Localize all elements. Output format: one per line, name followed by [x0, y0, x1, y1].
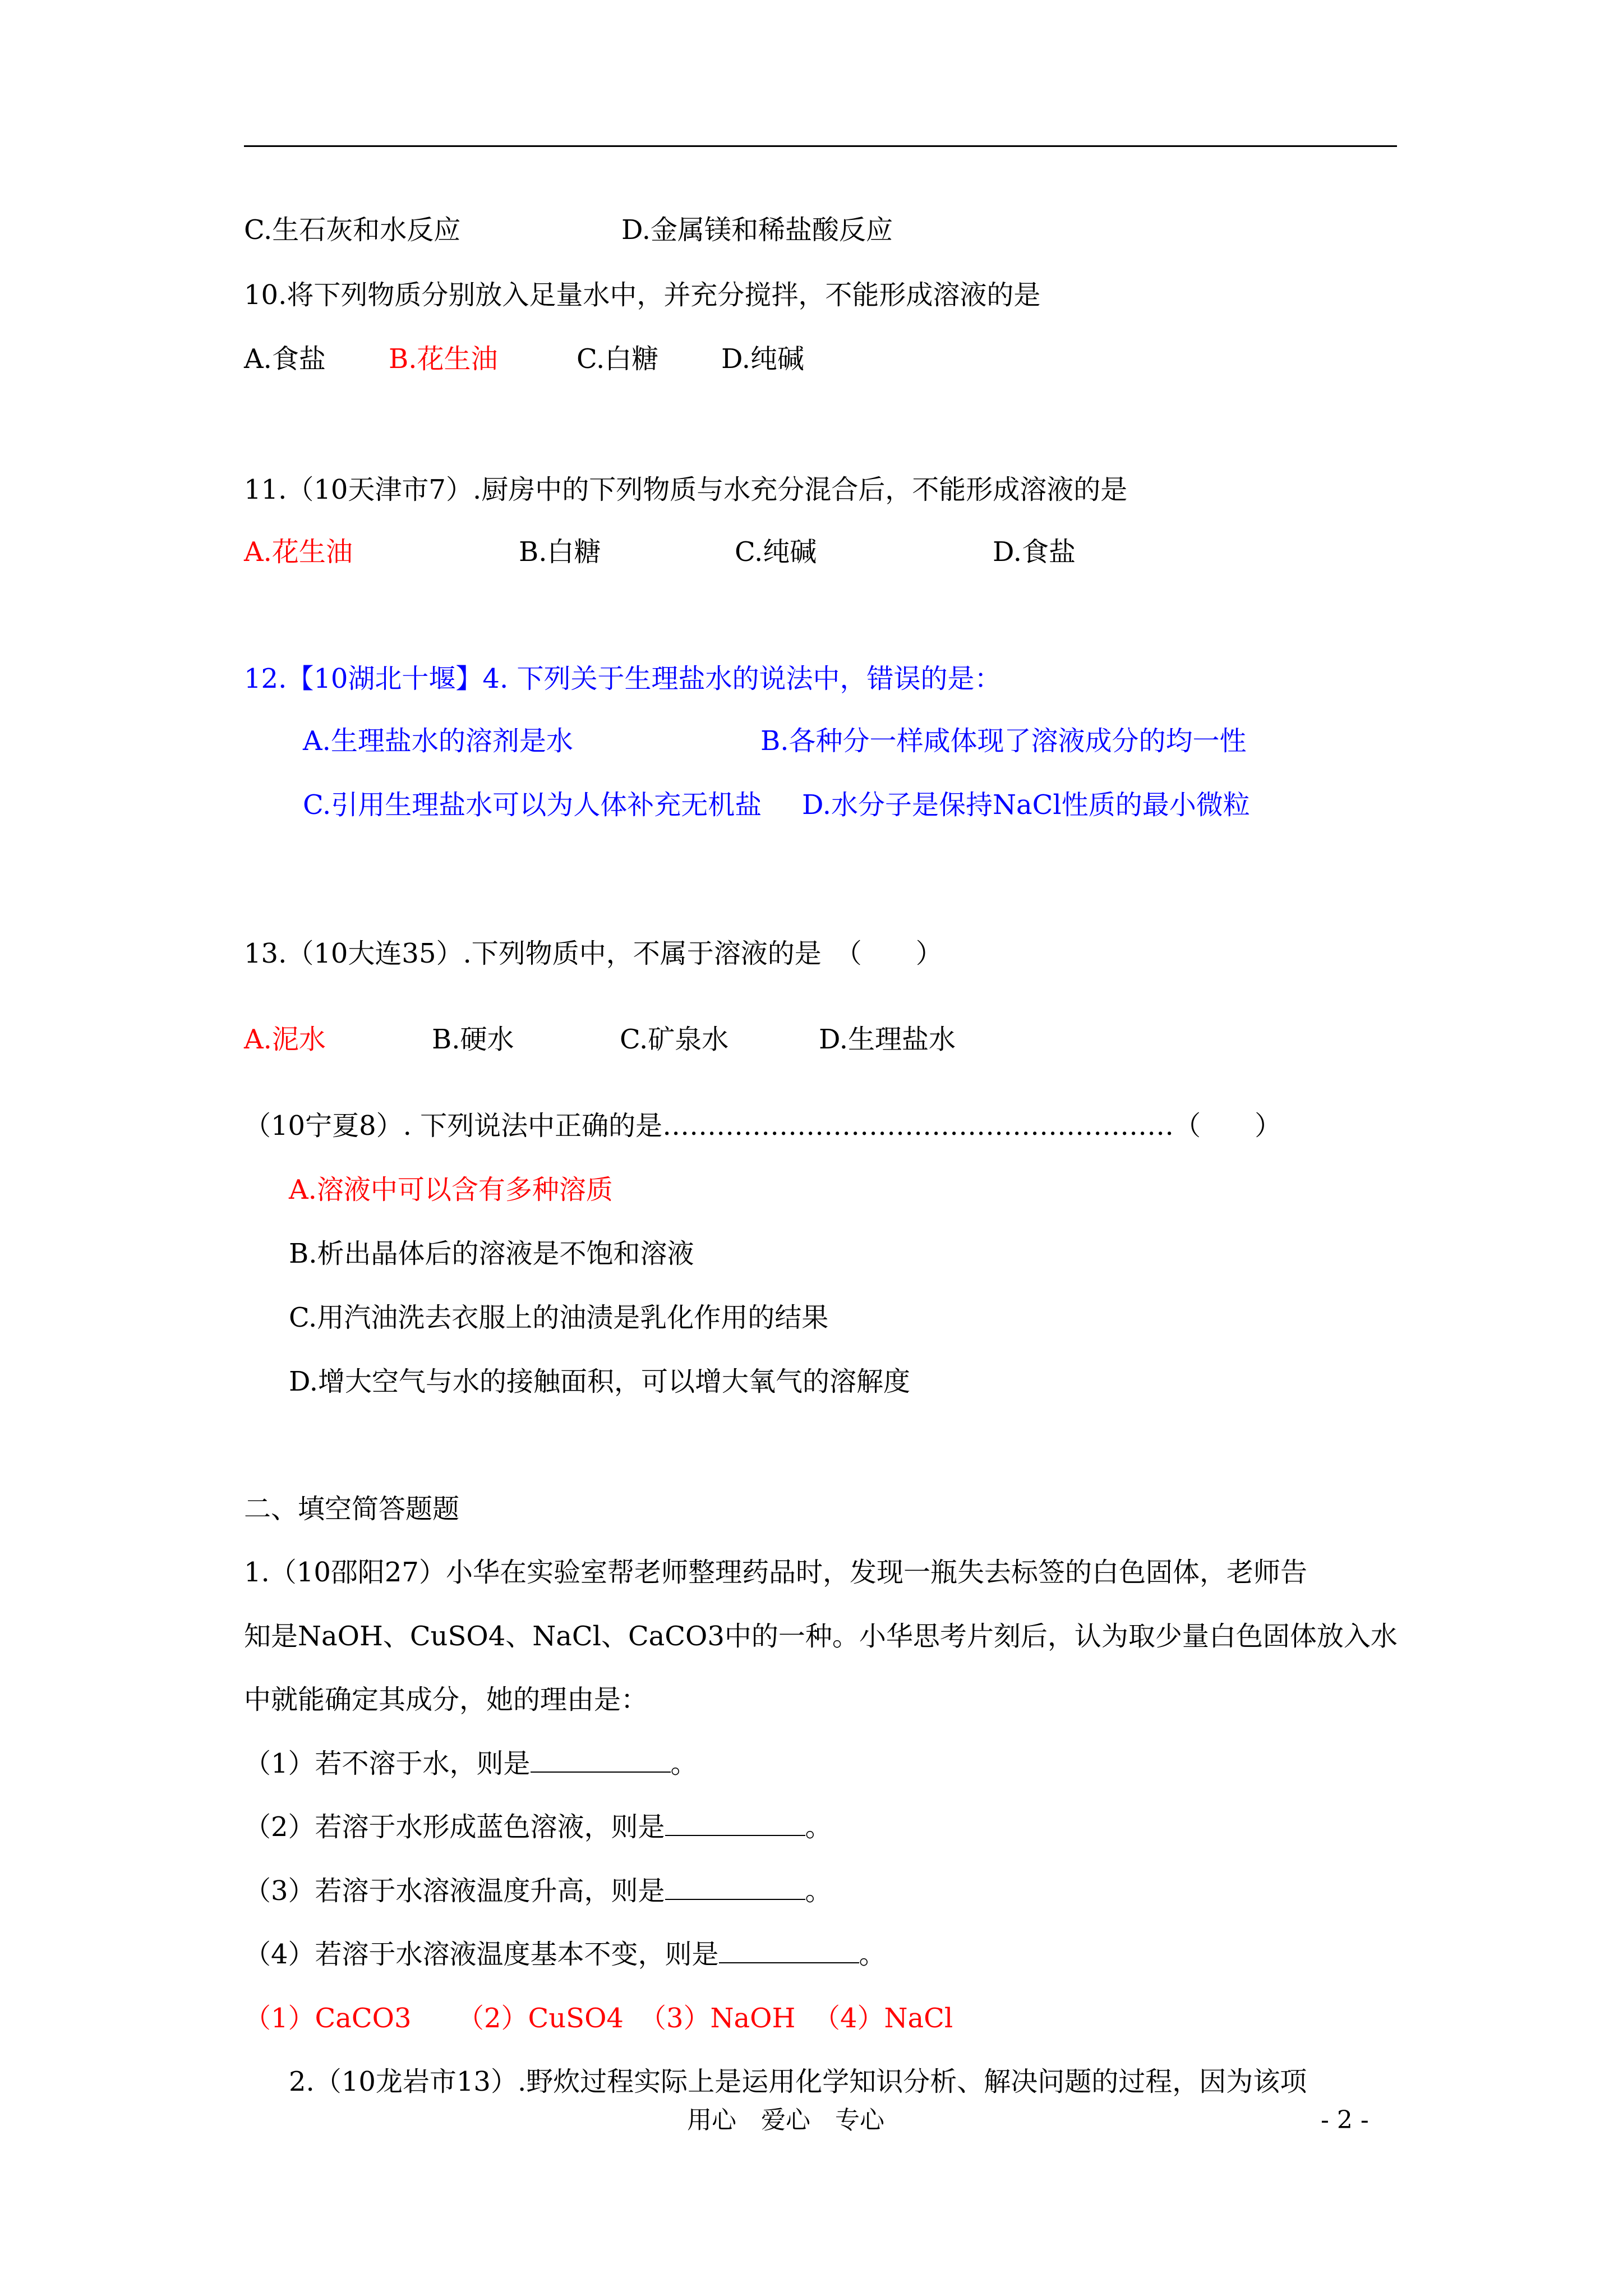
q13-option-a-answer: A.泥水	[244, 1024, 326, 1055]
s2-answer-2: （2）CuSO4	[457, 2003, 624, 2034]
s2-sub-question-4: （4）若溶于水溶液温度基本不变，则是 。	[244, 1939, 886, 1970]
q12-option-b: B.各种分一样咸体现了溶液成分的均一性	[760, 725, 1247, 757]
q10-stem: 10.将下列物质分别放入足量水中，并充分搅拌，不能形成溶液的是	[244, 279, 1041, 311]
q13-option-c: C.矿泉水	[620, 1024, 729, 1055]
s2-sub-question-3: （3）若溶于水溶液温度升高，则是 。	[244, 1875, 832, 1907]
q13-stem: 13.（10大连35）.下列物质中，不属于溶液的是 （ ）	[244, 938, 943, 969]
s2-sub-question-1: （1）若不溶于水，则是 。	[244, 1748, 698, 1779]
q14-option-d: D.增大空气与水的接触面积，可以增大氧气的溶解度	[289, 1366, 911, 1397]
header-rule	[244, 145, 1397, 147]
q10-option-c: C.白糖	[577, 343, 659, 375]
s2-q1-line3: 中就能确定其成分，她的理由是：	[244, 1684, 648, 1715]
q10-option-d: D.纯碱	[721, 343, 805, 375]
q11-option-c: C.纯碱	[735, 536, 817, 568]
q9-option-c: C.生石灰和水反应	[244, 214, 461, 246]
answer-blank[interactable]	[665, 1811, 805, 1836]
answer-blank[interactable]	[665, 1875, 805, 1900]
q14-option-b: B.析出晶体后的溶液是不饱和溶液	[289, 1238, 694, 1269]
q11-option-d: D.食盐	[993, 536, 1076, 568]
s2-q1-line2: 知是NaOH、CuSO4、NaCl、CaCO3中的一种。小华思考片刻后，认为取少量白色固体放入水	[244, 1621, 1398, 1652]
q12-stem: 12.【10湖北十堰】4. 下列关于生理盐水的说法中，错误的是：	[244, 663, 1002, 694]
q12-option-a: A.生理盐水的溶剂是水	[303, 725, 573, 757]
q9-option-d: D.金属镁和稀盐酸反应	[621, 214, 893, 246]
q11-stem: 11.（10天津市7）.厨房中的下列物质与水充分混合后，不能形成溶液的是	[244, 474, 1128, 505]
q13-option-d: D.生理盐水	[819, 1024, 956, 1055]
q14-option-c: C.用汽油洗去衣服上的油渍是乳化作用的结果	[289, 1302, 829, 1333]
s2-q2-line1: 2.（10龙岩市13）.野炊过程实际上是运用化学知识分析、解决问题的过程，因为该项	[289, 2066, 1307, 2097]
s2-sub-question-2: （2）若溶于水形成蓝色溶液，则是 。	[244, 1811, 832, 1843]
q11-option-b: B.白糖	[519, 536, 601, 568]
q10-option-a: A.食盐	[244, 343, 326, 375]
answer-blank[interactable]	[719, 1939, 859, 1963]
q12-option-c: C.引用生理盐水可以为人体补充无机盐	[303, 789, 762, 821]
q13-option-b: B.硬水	[432, 1024, 514, 1055]
q12-option-d: D.水分子是保持NaCl性质的最小微粒	[802, 789, 1250, 821]
s2-answer-4: （4）NaCl	[813, 2003, 953, 2034]
section-heading: 二、填空简答题题	[244, 1493, 460, 1525]
s2-answer-3: （3）NaOH	[639, 2003, 796, 2034]
page-number: - 2 -	[1321, 2106, 1369, 2134]
footer-motto: 用心 爱心 专心	[687, 2106, 884, 2134]
q11-option-a-answer: A.花生油	[244, 536, 353, 568]
q14-stem: （10宁夏8）. 下列说法中正确的是…………………………………………………（ ）	[244, 1110, 1282, 1142]
q10-option-b-answer: B.花生油	[389, 343, 498, 375]
answer-blank[interactable]	[531, 1748, 671, 1773]
s2-q1-line1: 1.（10邵阳27）小华在实验室帮老师整理药品时，发现一瓶失去标签的白色固体，老师告	[244, 1557, 1307, 1588]
q14-option-a-answer: A.溶液中可以含有多种溶质	[289, 1174, 613, 1205]
s2-answer-1: （1）CaCO3	[244, 2003, 412, 2034]
